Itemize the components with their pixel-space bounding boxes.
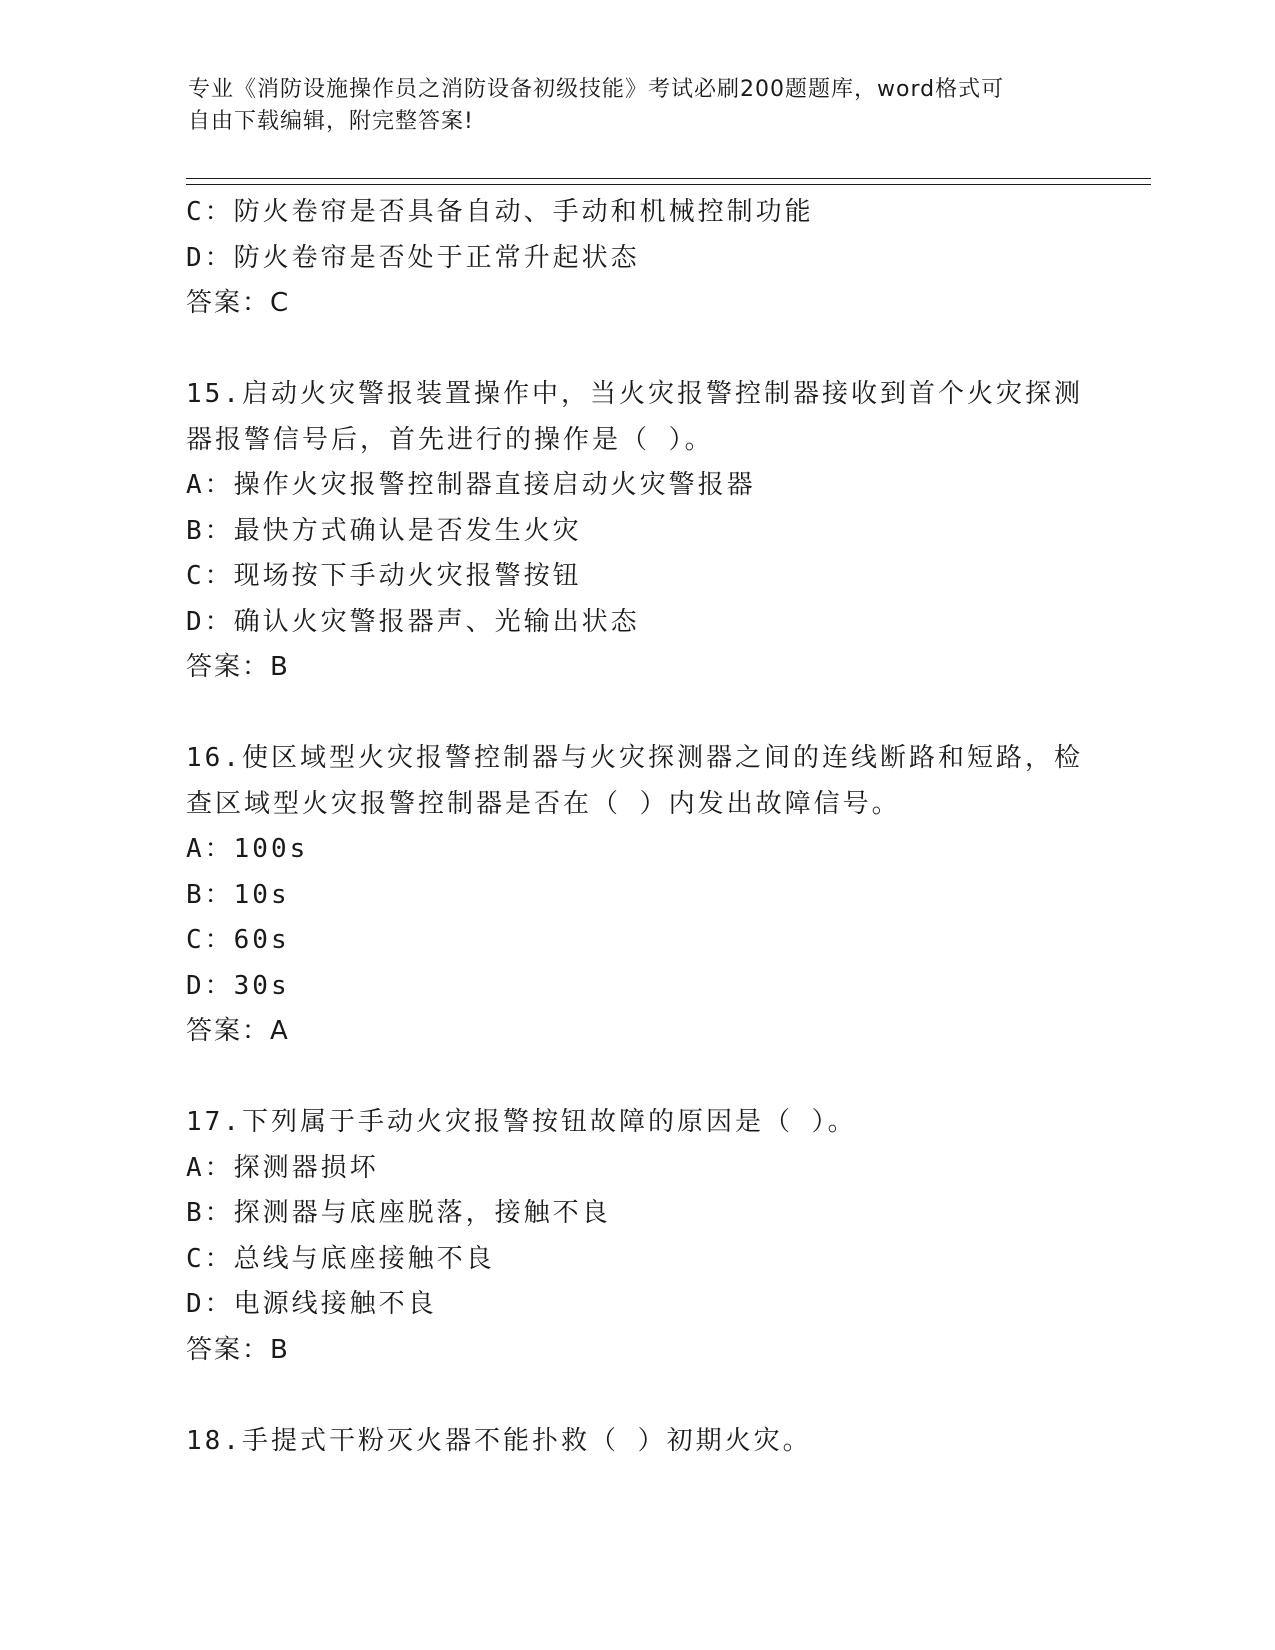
spacer [186, 327, 1086, 373]
question-stem: 16.使区域型火灾报警控制器与火灾探测器之间的连线断路和短路，检 [186, 743, 1083, 773]
question-18 [186, 1419, 1086, 1465]
option-b: B：探测器与底座脱落，接触不良 [186, 1198, 611, 1228]
question-14-tail [186, 190, 1086, 327]
option-a: A：探测器损坏 [186, 1152, 379, 1183]
answer-label: 答案：C [186, 288, 291, 318]
answer-label: 答案：A [186, 1016, 290, 1046]
option-c: C：总线与底座接触不良 [186, 1243, 495, 1274]
spacer [186, 691, 1086, 737]
option-a: A：操作火灾报警控制器直接启动火灾警报器 [186, 470, 756, 500]
option-a: A：100s [186, 834, 309, 864]
option-b: B：最快方式确认是否发生火灾 [186, 515, 582, 546]
option-c: C：现场按下手动火灾报警按钮 [186, 561, 582, 591]
spacer [186, 1373, 1086, 1419]
option-c: C：60s [186, 925, 290, 955]
option-d: D：电源线接触不良 [186, 1289, 437, 1319]
question-stem-continued: 查区域型火灾报警控制器是否在（ ）内发出故障信号。 [186, 788, 901, 819]
header-double-rule [186, 178, 1151, 185]
answer-label: 答案：B [186, 652, 290, 682]
answer-label: 答案：B [186, 1334, 290, 1365]
question-stem: 17.下列属于手动火灾报警按钮故障的原因是（ ）。 [186, 1107, 857, 1137]
question-list [186, 190, 1086, 1464]
option-d: D：防火卷帘是否处于正常升起状态 [186, 242, 640, 273]
question-stem: 15.启动火灾警报装置操作中，当火灾报警控制器接收到首个火灾探测 [186, 379, 1083, 409]
header-title-line-2: 自由下载编辑，附完整答案! [188, 109, 474, 134]
option-c: C：防火卷帘是否具备自动、手动和机械控制功能 [186, 197, 814, 227]
header-title-line-1: 专业《消防设施操作员之消防设备初级技能》考试必刷200题题库，word格式可 [188, 77, 1005, 102]
option-b: B：10s [186, 879, 290, 910]
question-stem-continued: 器报警信号后，首先进行的操作是（ ）。 [186, 424, 714, 455]
spacer [186, 1055, 1086, 1101]
question-16 [186, 736, 1086, 1055]
option-d: D：确认火灾警报器声、光输出状态 [186, 606, 640, 637]
question-15 [186, 372, 1086, 691]
question-stem: 18.手提式干粉灭火器不能扑救（ ）初期火灾。 [186, 1425, 812, 1456]
document-header [188, 74, 1088, 138]
option-d: D：30s [186, 970, 290, 1001]
question-17 [186, 1100, 1086, 1373]
